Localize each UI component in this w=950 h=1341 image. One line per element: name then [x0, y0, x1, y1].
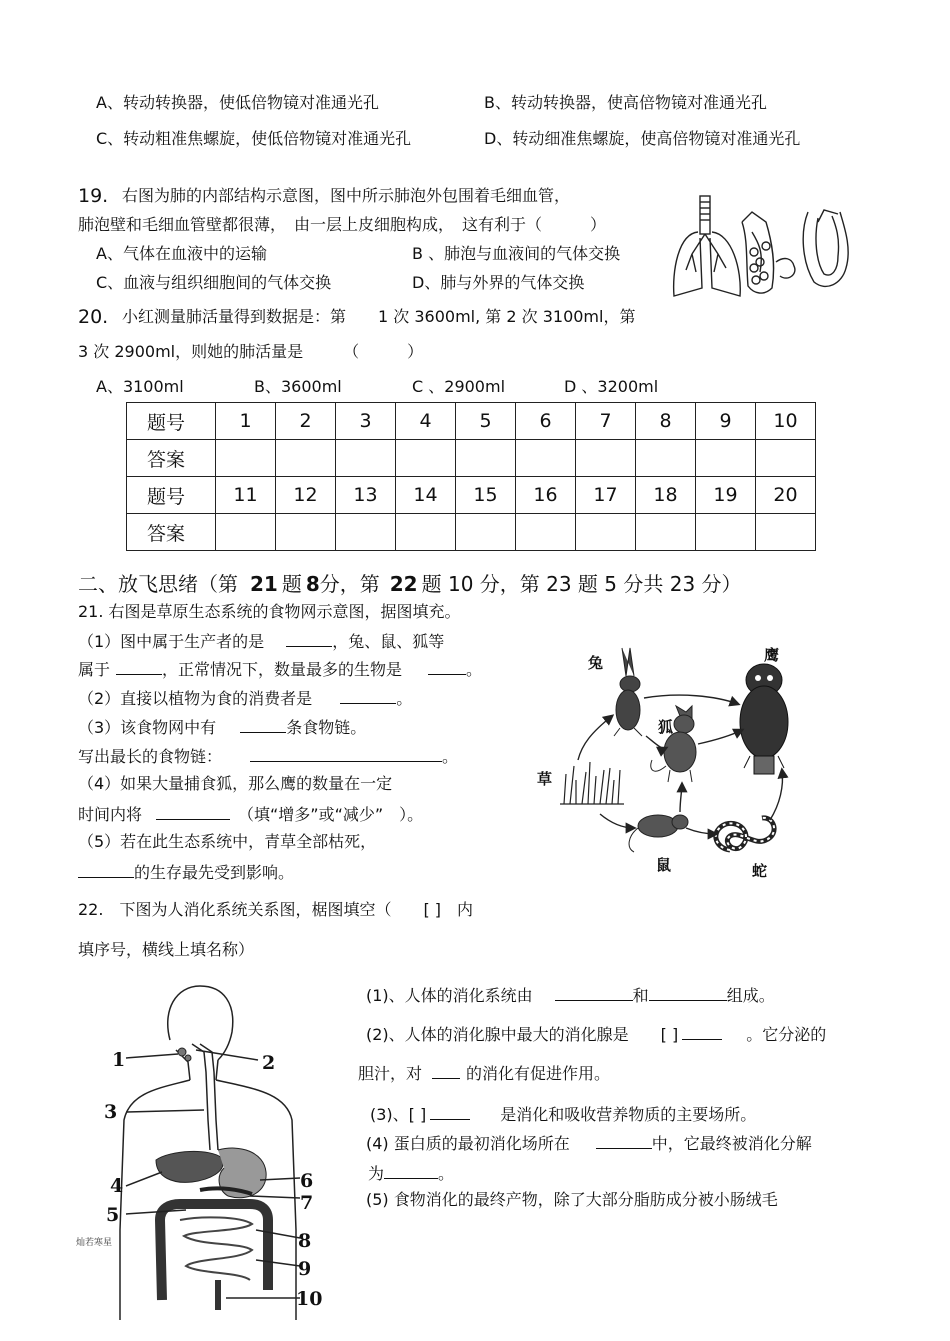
blank-chain-count[interactable]	[240, 718, 286, 733]
q20-option-a: A、3100ml	[96, 377, 184, 396]
digest-label-1: 1	[112, 1049, 126, 1071]
digest-label-3: 3	[104, 1101, 118, 1123]
q22-p3	[370, 1105, 756, 1123]
blank-longest-chain[interactable]	[250, 747, 442, 762]
question-number-cell: 9	[696, 403, 756, 440]
q22-p2	[366, 1025, 826, 1043]
q20-line1: 小红测量肺活量得到数据是：第 1 次 3600ml, 第 2 次 3100ml，第	[122, 307, 636, 326]
blank-role[interactable]	[116, 660, 162, 675]
q21-p2b: 。	[396, 689, 413, 708]
q21-p1e: 。	[466, 660, 483, 679]
q21-p5-line2	[78, 863, 294, 881]
q21-p1-line2	[78, 660, 482, 678]
question-number-cell: 20	[756, 477, 816, 514]
answer-cell[interactable]	[696, 440, 756, 477]
table-row	[127, 440, 816, 477]
q21-p3d: 。	[442, 747, 459, 766]
digest-label-4: 4	[110, 1175, 124, 1197]
answer-cell[interactable]	[396, 440, 456, 477]
q21-p1b: ，兔、鼠、狐等	[332, 632, 445, 651]
answer-label: 答案	[127, 514, 216, 551]
answer-cell[interactable]	[756, 514, 816, 551]
question-number-cell: 18	[636, 477, 696, 514]
q21-p5a: （5）若在此生态系统中，青草全部枯死，	[78, 832, 377, 851]
blank-most-numerous[interactable]	[428, 660, 466, 675]
answer-cell[interactable]	[336, 440, 396, 477]
digest-label-6: 6	[300, 1170, 314, 1192]
answer-cell[interactable]	[696, 514, 756, 551]
question-number-cell: 3	[336, 403, 396, 440]
q22-p2a: (2)、人体的消化腺中最大的消化腺是 [ ]	[366, 1025, 679, 1044]
question-number-cell: 10	[756, 403, 816, 440]
question-number-cell: 15	[456, 477, 516, 514]
blank-system-part2[interactable]	[649, 986, 727, 1001]
q18-option-b: B、转动转换器，使高倍物镜对准通光孔	[484, 93, 767, 112]
q20-option-c: C 、2900ml	[412, 377, 506, 396]
section2-t21: 题	[281, 572, 302, 596]
question-number-cell: 17	[576, 477, 636, 514]
blank-system-part1[interactable]	[555, 986, 633, 1001]
q21-p2a: （2）直接以植物为食的消费者是	[78, 689, 313, 708]
label-grass: 草	[537, 770, 553, 788]
blank-eagle-change[interactable]	[156, 805, 230, 820]
answer-cell[interactable]	[636, 440, 696, 477]
q22-p4-line2	[368, 1164, 454, 1182]
section2-rest: 题 10 分，第 23 题 5 分共 23 分）	[421, 572, 742, 596]
q22-p2b: 。它分泌的	[746, 1025, 827, 1044]
answer-cell[interactable]	[516, 440, 576, 477]
q21-p1a: （1）图中属于生产者的是	[78, 632, 265, 651]
section2-title-a: 二、放飞思绪（第	[78, 572, 238, 596]
answer-label: 答案	[127, 440, 216, 477]
question-number-cell: 5	[456, 403, 516, 440]
answer-cell[interactable]	[456, 440, 516, 477]
answer-cell[interactable]	[276, 514, 336, 551]
answer-cell[interactable]	[576, 440, 636, 477]
q19-line1: 右图为肺的内部结构示意图，图中所示肺泡外包围着毛细血管，	[122, 186, 571, 205]
digest-label-10: 10	[296, 1288, 323, 1310]
answer-cell[interactable]	[516, 514, 576, 551]
lung-structure-figure	[668, 192, 860, 304]
section2-n22: 22	[389, 572, 418, 596]
question-number-cell: 1	[216, 403, 276, 440]
digest-label-5: 5	[106, 1204, 120, 1226]
question-number-cell: 2	[276, 403, 336, 440]
question-number-cell: 11	[216, 477, 276, 514]
question-number-cell: 12	[276, 477, 336, 514]
question-number-cell: 19	[696, 477, 756, 514]
digest-label-7: 7	[300, 1192, 314, 1214]
answer-cell[interactable]	[336, 514, 396, 551]
q22-p1c: 组成。	[726, 986, 775, 1005]
label-rabbit: 兔	[588, 654, 604, 672]
q21-p3b: 条食物链。	[286, 718, 367, 737]
q19-option-c: C、血液与组织细胞间的气体交换	[96, 273, 332, 292]
table-row	[127, 514, 816, 551]
q21-p5b: 的生存最先受到影响。	[134, 863, 295, 882]
table-row	[127, 477, 816, 514]
q22-p3a: (3)、[ ]	[370, 1105, 427, 1124]
q21-p3	[78, 718, 366, 736]
q21-p4b: 时间内将	[78, 805, 143, 824]
question-number-cell: 13	[336, 477, 396, 514]
q20-number: 20.	[78, 306, 109, 328]
header-label: 题号	[127, 477, 216, 514]
digest-label-2: 2	[262, 1052, 276, 1074]
blank-amino-acid[interactable]	[384, 1164, 438, 1179]
q19-line2: 肺泡壁和毛细血管壁都很薄， 由一层上皮细胞构成， 这有利于（ ）	[78, 215, 607, 234]
q18-option-c: C、转动粗准焦螺旋，使低倍物镜对准通光孔	[96, 129, 412, 148]
q22-p5: (5) 食物消化的最终产物，除了大部分脂肪成分被小肠绒毛	[366, 1190, 778, 1209]
q19-option-a: A、气体在血液中的运输	[96, 244, 267, 263]
answer-cell[interactable]	[276, 440, 336, 477]
digest-label-8: 8	[298, 1230, 312, 1252]
label-mouse: 鼠	[656, 856, 672, 874]
blank-protein-site[interactable]	[596, 1134, 652, 1149]
question-number-cell: 4	[396, 403, 456, 440]
q22-p2c: 胆汁，对	[358, 1064, 423, 1083]
question-number-cell: 8	[636, 403, 696, 440]
answer-cell[interactable]	[456, 514, 516, 551]
question-number-cell: 7	[576, 403, 636, 440]
label-snake: 蛇	[752, 862, 768, 880]
q22-p2-line2	[358, 1064, 610, 1082]
section2-t21b: 分，第	[319, 572, 380, 596]
question-number-cell: 6	[516, 403, 576, 440]
blank-largest-gland[interactable]	[682, 1025, 722, 1040]
section2-n21: 21	[250, 572, 278, 596]
answer-cell[interactable]	[216, 514, 276, 551]
q18-option-a: A、转动转换器，使低倍物镜对准通光孔	[96, 93, 379, 112]
header-label: 题号	[127, 403, 216, 440]
q18-option-d: D、转动细准焦螺旋，使高倍物镜对准通光孔	[484, 129, 801, 148]
q22-line2: 填序号，横线上填名称）	[78, 940, 255, 959]
footer-watermark: 灿若寒星	[76, 1238, 113, 1248]
q22-p4b: 中，它最终被消化分解	[651, 1134, 812, 1153]
q22-p1b: 和	[632, 986, 649, 1005]
q20-option-d: D 、3200ml	[564, 377, 659, 396]
q20-line2: 3 次 2900ml，则她的肺活量是 （ ）	[78, 342, 424, 361]
q22-p4c: 为	[368, 1164, 385, 1183]
q22-p3b: 是消化和吸收营养物质的主要场所。	[500, 1105, 757, 1124]
q22-line1: 22. 下图为人消化系统关系图，椐图填空（ [ ] 内	[78, 900, 474, 919]
answer-cell[interactable]	[636, 514, 696, 551]
question-number-cell: 16	[516, 477, 576, 514]
blank-producer[interactable]	[286, 632, 332, 647]
q22-p4d: 。	[438, 1164, 455, 1183]
blank-main-site[interactable]	[430, 1105, 470, 1120]
q20-option-b: B、3600ml	[254, 377, 342, 396]
answer-cell[interactable]	[216, 440, 276, 477]
section2-title	[78, 574, 742, 594]
blank-bile-target[interactable]	[432, 1064, 460, 1079]
q19-option-b: B 、肺泡与血液间的气体交换	[412, 244, 621, 263]
q21-p3c: 写出最长的食物链：	[78, 747, 223, 766]
q21-p2	[78, 689, 412, 707]
q22-p1	[366, 986, 775, 1004]
section2-s21: 8	[305, 572, 320, 596]
answer-cell[interactable]	[396, 514, 456, 551]
digestive-system-figure	[100, 980, 330, 1320]
answer-cell[interactable]	[756, 440, 816, 477]
q22-p4a: (4) 蛋白质的最初消化场所在	[366, 1134, 570, 1153]
food-web-figure	[530, 640, 830, 890]
q21-p4a: （4）如果大量捕食狐，那么鹰的数量在一定	[78, 774, 393, 793]
q21-p4-line2	[78, 805, 423, 823]
q21-intro: 21. 右图是草原生态系统的食物网示意图，据图填充。	[78, 602, 461, 621]
question-number-cell: 14	[396, 477, 456, 514]
q21-p4c: （填“增多”或“减少” ）。	[238, 805, 424, 824]
q21-p1d: ，正常情况下，数量最多的生物是	[162, 660, 403, 679]
blank-primary-consumer[interactable]	[340, 689, 396, 704]
q19-number: 19.	[78, 185, 109, 207]
answer-cell[interactable]	[576, 514, 636, 551]
q22-p1a: (1)、人体的消化系统由	[366, 986, 533, 1005]
q21-p3-chain	[78, 747, 458, 765]
digest-label-9: 9	[298, 1258, 312, 1280]
q22-p4	[366, 1134, 812, 1152]
blank-first-affected[interactable]	[78, 863, 134, 878]
label-eagle: 鹰	[764, 646, 780, 664]
q19-option-d: D、肺与外界的气体交换	[412, 273, 585, 292]
label-fox: 狐	[658, 718, 674, 736]
q21-p1c: 属于	[78, 660, 111, 679]
q21-p1-line1	[78, 632, 444, 650]
answer-table	[126, 402, 816, 551]
table-row	[127, 403, 816, 440]
q21-p3a: （3）该食物网中有	[78, 718, 217, 737]
q22-p2d: 的消化有促进作用。	[466, 1064, 611, 1083]
